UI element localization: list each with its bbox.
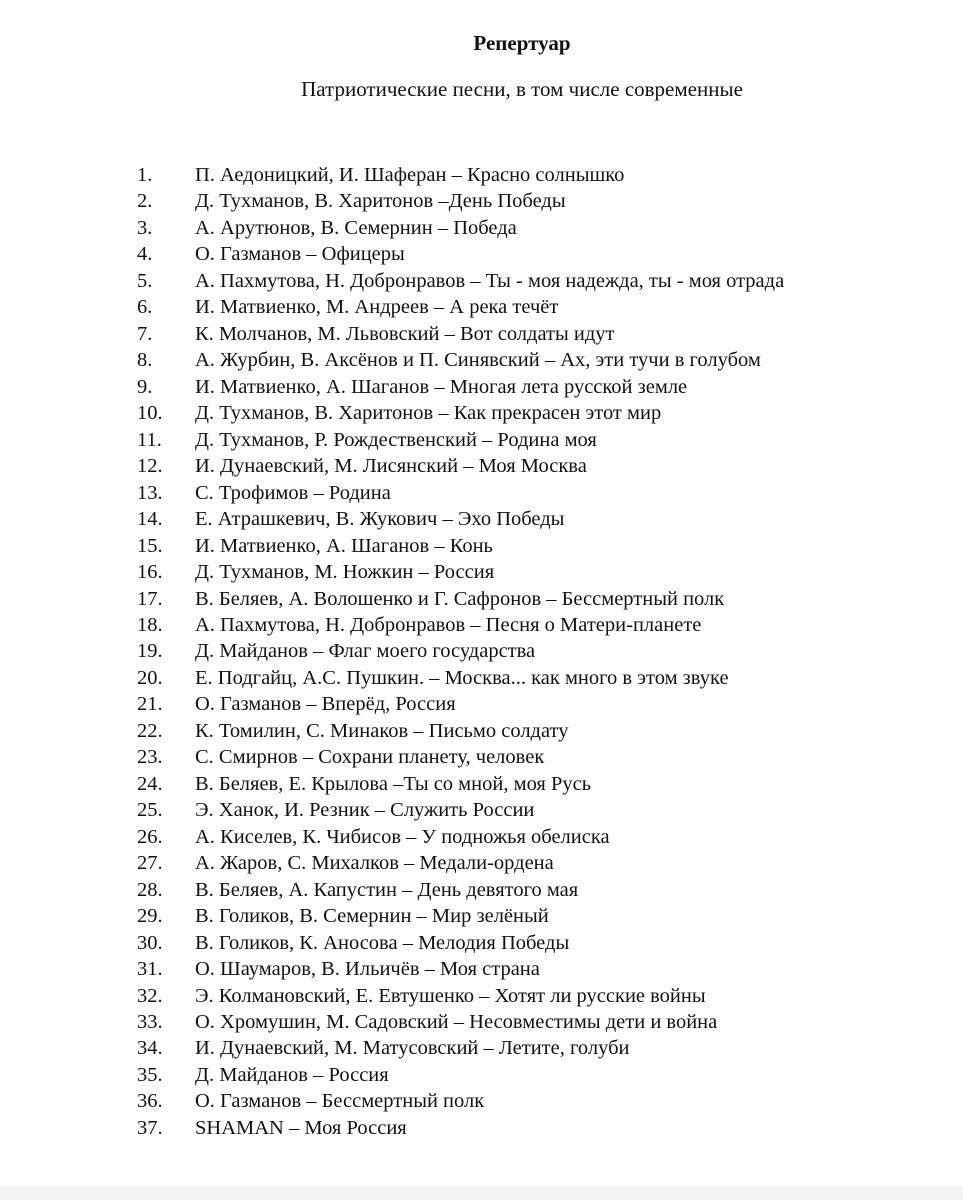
list-item-text: SHAMAN – Моя Россия: [195, 1116, 407, 1139]
list-item-text: Д. Майданов – Россия: [195, 1063, 389, 1086]
list-item: [137, 347, 784, 373]
list-item-text: О. Хромушин, М. Садовский – Несовместимы дети и война: [195, 1011, 718, 1033]
list-item-text: Э. Ханок, И. Резник – Служить России: [195, 799, 535, 822]
list-item-text: О. Шаумаров, В. Ильичёв – Моя страна: [195, 958, 540, 981]
list-item-number: 22.: [137, 719, 163, 742]
repertoire-list: [137, 162, 784, 1141]
list-item-number: 13.: [137, 481, 163, 504]
list-item: [137, 268, 784, 294]
list-item-number: 11.: [137, 428, 162, 451]
list-item: [137, 877, 784, 903]
list-item-number: 32.: [137, 984, 163, 1007]
list-item: [137, 480, 784, 506]
list-item: [137, 1115, 784, 1141]
list-item-text: О. Газманов – Вперёд, Россия: [195, 693, 456, 716]
list-item-number: 7.: [137, 322, 153, 345]
list-item: [137, 188, 784, 214]
list-item-number: 31.: [137, 958, 163, 981]
list-item: [137, 903, 784, 929]
list-item: [137, 824, 784, 850]
list-item-text: И. Матвиенко, А. Шаганов – Конь: [195, 534, 493, 557]
list-item: [137, 1088, 784, 1114]
list-item-number: 21.: [137, 693, 163, 716]
list-item: [137, 638, 784, 664]
list-item-number: 15.: [137, 534, 163, 557]
list-item: [137, 744, 784, 770]
list-item-number: 28.: [137, 878, 163, 901]
list-item: [137, 956, 784, 982]
list-item-text: А. Журбин, В. Аксёнов и П. Синявский – Ах, эти тучи в голубом: [195, 349, 761, 372]
list-item-text: Д. Тухманов, Р. Рождественский – Родина моя: [195, 428, 597, 451]
list-item-text: С. Трофимов – Родина: [195, 481, 391, 504]
list-item-text: В. Беляев, Е. Крылова –Ты со мной, моя Русь: [195, 772, 592, 795]
list-item-number: 5.: [137, 269, 153, 292]
list-item-text: К. Молчанов, М. Львовский – Вот солдаты идут: [195, 322, 615, 345]
document-subtitle: Патриотические песни, в том числе современные: [301, 77, 743, 101]
document-title: Репертуар: [473, 31, 571, 55]
list-item: [137, 294, 784, 320]
list-item-number: 17.: [137, 587, 163, 610]
list-item: [137, 533, 784, 559]
list-item: [137, 691, 784, 717]
list-item-number: 18.: [137, 613, 163, 636]
list-item-text: Д. Тухманов, М. Ножкин – Россия: [195, 561, 495, 584]
list-item: [137, 506, 784, 532]
list-item: [137, 797, 784, 823]
list-item-number: 9.: [137, 375, 153, 398]
list-item-number: 3.: [137, 216, 153, 239]
list-item: [137, 1035, 784, 1061]
list-item-text: А. Арутюнов, В. Семернин – Победа: [195, 216, 517, 239]
list-item: [137, 771, 784, 797]
list-item-text: Э. Колмановский, Е. Евтушенко – Хотят ли русские войны: [195, 984, 706, 1007]
list-item-number: 29.: [137, 905, 163, 928]
list-item-text: Д. Тухманов, В. Харитонов –День Победы: [195, 190, 566, 213]
list-item: [137, 930, 784, 956]
list-item-text: И. Дунаевский, М. Матусовский – Летите, голуби: [195, 1037, 630, 1060]
list-item: [137, 612, 784, 638]
list-item-number: 27.: [137, 852, 163, 875]
list-item-number: 4.: [137, 243, 153, 266]
list-item-text: О. Газманов – Бессмертный полк: [195, 1090, 485, 1113]
list-item-number: 16.: [137, 561, 163, 584]
list-item-text: Д. Тухманов, В. Харитонов – Как прекрасен этот мир: [195, 402, 662, 425]
list-item-number: 19.: [137, 640, 163, 663]
list-item-number: 36.: [137, 1090, 163, 1113]
list-item-text: А. Пахмутова, Н. Добронравов – Ты - моя надежда, ты - моя отрада: [195, 269, 785, 292]
list-item-number: 20.: [137, 666, 163, 689]
list-item-number: 37.: [137, 1116, 163, 1139]
list-item-number: 8.: [137, 349, 153, 372]
list-item-number: 24.: [137, 772, 163, 795]
list-item-number: 12.: [137, 455, 163, 478]
list-item-text: Е. Подгайц, А.С. Пушкин. – Москва... как много в этом звуке: [195, 666, 729, 689]
list-item-text: Д. Майданов – Флаг моего государства: [195, 640, 536, 663]
list-item-text: К. Томилин, С. Минаков – Письмо солдату: [195, 719, 569, 742]
list-item-text: И. Дунаевский, М. Лисянский – Моя Москва: [195, 455, 587, 478]
list-item-text: В. Голиков, В. Семернин – Мир зелёный: [195, 905, 549, 928]
list-item-text: В. Беляев, А. Капустин – День девятого мая: [195, 878, 579, 901]
list-item-number: 25.: [137, 799, 163, 822]
list-item-number: 34.: [137, 1037, 163, 1060]
list-item: [137, 162, 784, 188]
list-item-number: 23.: [137, 746, 163, 769]
list-item: [137, 241, 784, 267]
list-item: [137, 1009, 784, 1035]
list-item-text: С. Смирнов – Сохрани планету, человек: [195, 746, 545, 769]
list-item-text: Е. Атрашкевич, В. Жукович – Эхо Победы: [195, 508, 565, 531]
list-item: [137, 374, 784, 400]
list-item-number: 30.: [137, 931, 163, 954]
list-item: [137, 850, 784, 876]
list-item-number: 14.: [137, 508, 163, 531]
list-item-text: И. Матвиенко, А. Шаганов – Многая лета русской земле: [195, 375, 688, 398]
list-item: [137, 586, 784, 612]
list-item: [137, 400, 784, 426]
list-item-text: В. Голиков, К. Аносова – Мелодия Победы: [195, 931, 570, 954]
list-item: [137, 453, 784, 479]
list-item-text: А. Жаров, С. Михалков – Медали-ордена: [195, 852, 554, 875]
list-item: [137, 321, 784, 347]
list-item: [137, 1062, 784, 1088]
list-item-number: 2.: [137, 190, 153, 213]
list-item-text: О. Газманов – Офицеры: [195, 243, 405, 266]
list-item-text: А. Пахмутова, Н. Добронравов – Песня о Матери-планете: [195, 613, 702, 636]
list-item-number: 26.: [137, 825, 163, 848]
list-item-text: И. Матвиенко, М. Андреев – А река течёт: [195, 296, 559, 319]
list-item: [137, 718, 784, 744]
list-item: [137, 215, 784, 241]
page-bottom-edge: [0, 1186, 963, 1200]
list-item-number: 6.: [137, 296, 153, 319]
list-item-number: 10.: [137, 402, 163, 425]
list-item-number: 33.: [137, 1011, 163, 1033]
list-item: [137, 665, 784, 691]
list-item: [137, 983, 784, 1009]
list-item-text: В. Беляев, А. Волошенко и Г. Сафронов – Бессмертный полк: [195, 587, 725, 610]
list-item-number: 1.: [137, 164, 153, 186]
list-item-text: А. Киселев, К. Чибисов – У подножья обелиска: [195, 825, 610, 848]
list-item: [137, 559, 784, 585]
list-item-text: П. Аедоницкий, И. Шаферан – Красно солнышко: [195, 164, 625, 186]
list-item-number: 35.: [137, 1063, 163, 1086]
list-item: [137, 427, 784, 453]
